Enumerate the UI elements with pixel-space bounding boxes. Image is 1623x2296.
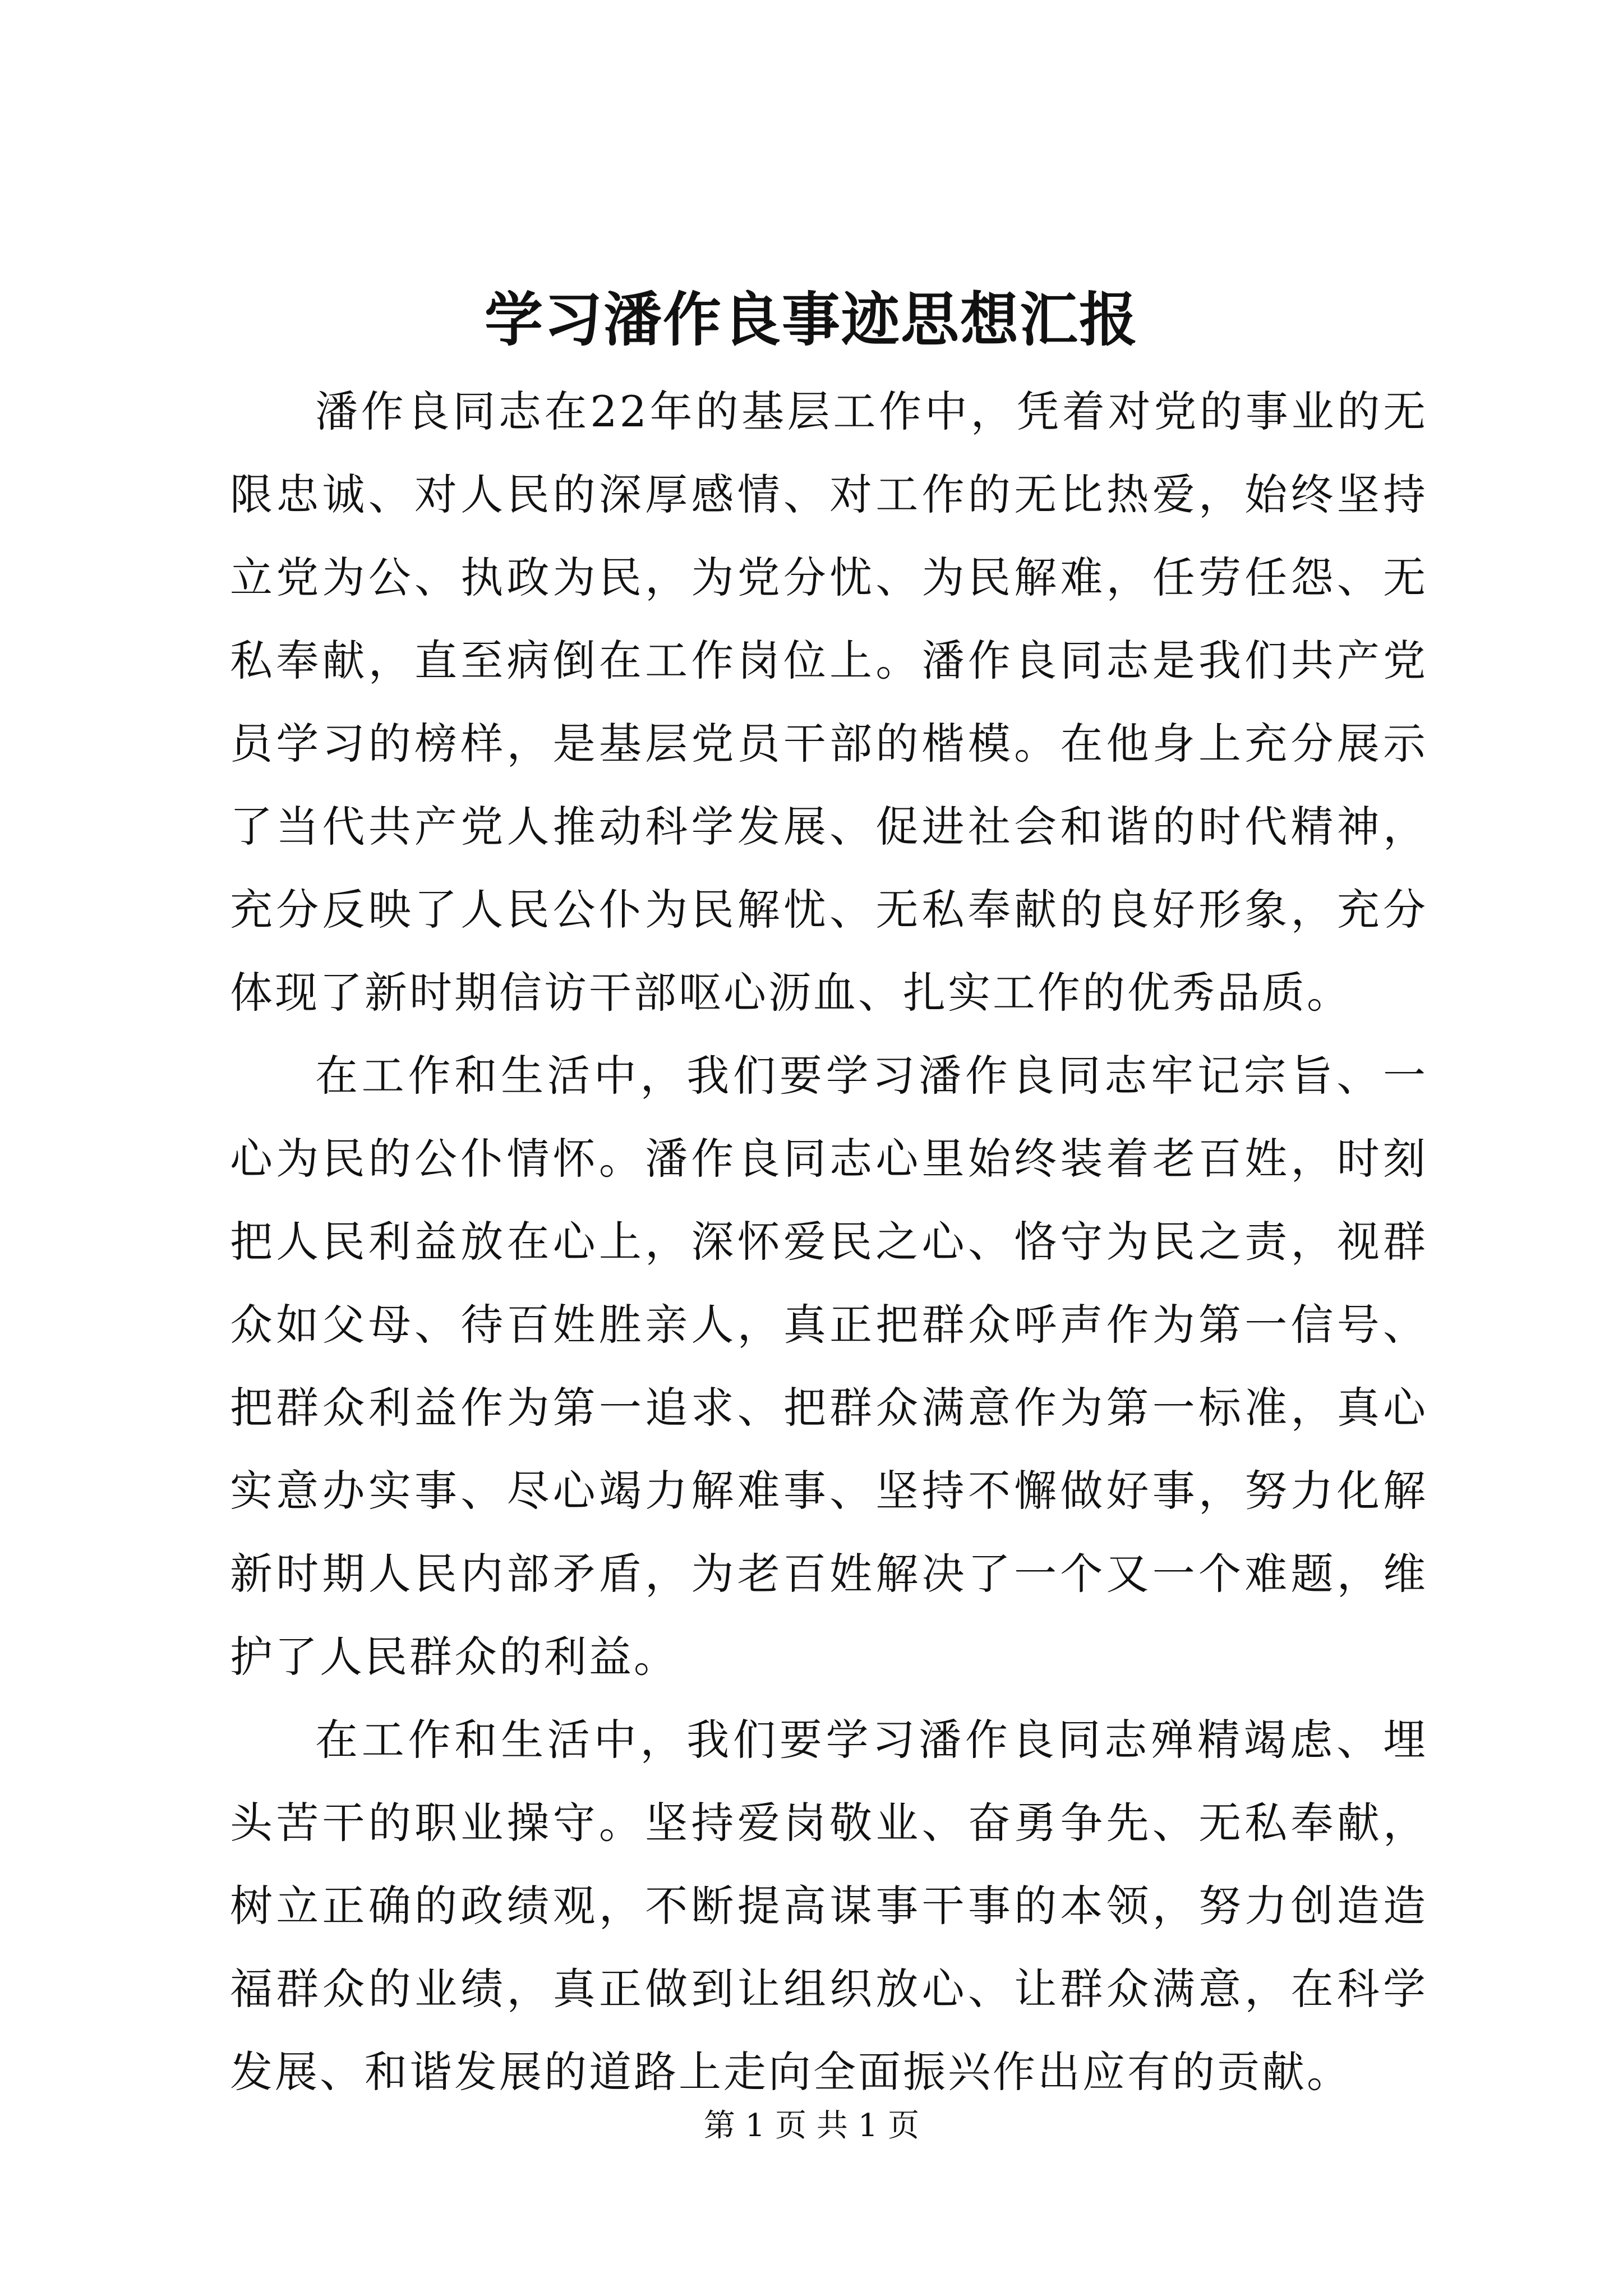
paragraph-3: 在工作和生活中，我们要学习潘作良同志殚精竭虑、埋头苦干的职业操守。坚持爱岗敬业、奋勇争先、无私奉献，树立正确的政绩观，不断提高谋事干事的本领，努力创造造福群众的业绩，真正做到让组织放心、让群众满意，在科学发展、和谐发展的道路上走向全面振兴作出应有的贡献。 bbox=[230, 1715, 1428, 2097]
page-footer: 第 1 页 共 1 页 bbox=[703, 2108, 920, 2144]
document-title: 学习潘作良事迹思想汇报 bbox=[484, 285, 1138, 354]
document-body bbox=[230, 370, 1428, 2114]
paragraph-1: 潘作良同志在22年的基层工作中，凭着对党的事业的无限忠诚、对人民的深厚感情、对工作的无比热爱，始终坚持立党为公、执政为民，为党分忧、为民解难，任劳任怨、无私奉献，直至病倒在工作岗位上。潘作良同志是我们共产党员学习的榜样，是基层党员干部的楷模。在他身上充分展示了当代共产党人推动科学发展、促进社会和谐的时代精神，充分反映了人民公仆为民解忧、无私奉献的良好形象，充分体现了新时期信访干部呕心沥血、扎实工作的优秀品质。 bbox=[230, 386, 1428, 1018]
paragraph-2: 在工作和生活中，我们要学习潘作良同志牢记宗旨、一心为民的公仆情怀。潘作良同志心里始终装着老百姓，时刻把人民利益放在心上，深怀爱民之心、恪守为民之责，视群众如父母、待百姓胜亲人，真正把群众呼声作为第一信号、把群众利益作为第一追求、把群众满意作为第一标准，真心实意办实事、尽心竭力解难事、坚持不懈做好事，努力化解新时期人民内部矛盾，为老百姓解决了一个又一个难题，维护了人民群众的利益。 bbox=[230, 1051, 1428, 1682]
